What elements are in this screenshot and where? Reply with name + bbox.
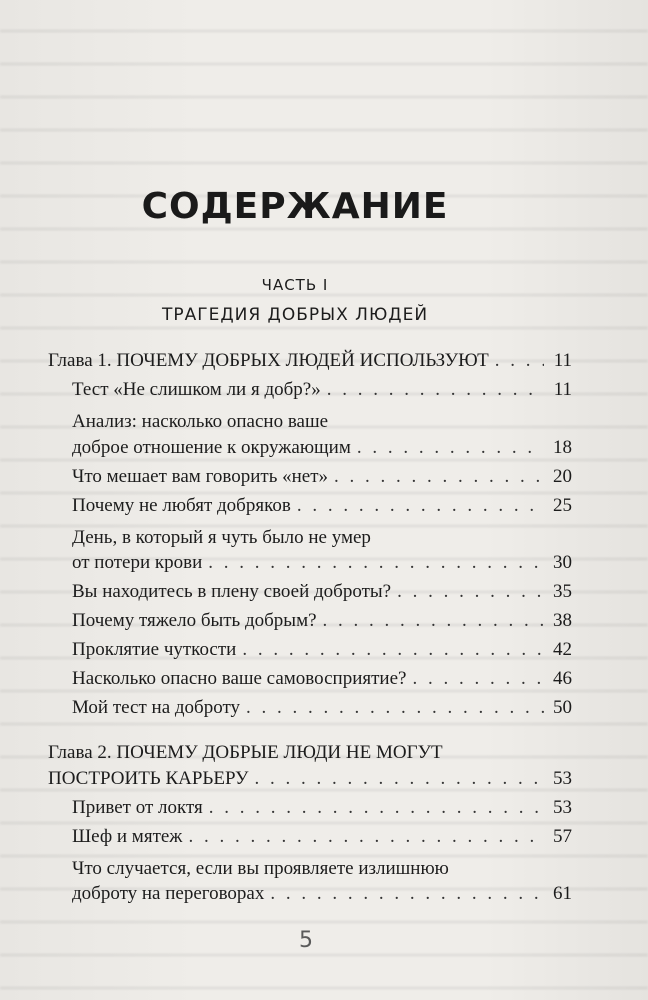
toc-entry-title: доброе отношение к окружающим bbox=[72, 437, 351, 458]
toc-leader-dots bbox=[357, 436, 544, 460]
toc-chapter-line1: Глава 2. ПОЧЕМУ ДОБРЫЕ ЛЮДИ НЕ МОГУТ bbox=[48, 742, 443, 763]
toc-entry bbox=[72, 696, 572, 720]
toc-leader-dots bbox=[208, 551, 544, 575]
toc-leader-dots bbox=[246, 696, 544, 720]
toc-entry bbox=[72, 882, 572, 906]
toc-page-number: 50 bbox=[553, 697, 572, 718]
toc-entry-title: Насколько опасно ваше самовосприятие? bbox=[72, 668, 407, 689]
toc-entry-title: Что мешает вам говорить «нет» bbox=[72, 466, 329, 487]
toc-entry bbox=[72, 825, 572, 849]
toc-entry bbox=[72, 796, 572, 820]
toc-leader-dots bbox=[412, 667, 544, 691]
toc-entry-title: Вы находитесь в плену своей доброты? bbox=[72, 581, 392, 602]
toc-leader-dots bbox=[270, 882, 544, 906]
toc-entry-title: Шеф и мятеж bbox=[72, 826, 183, 847]
toc-entry bbox=[72, 465, 572, 489]
contents-heading: СОДЕРЖАНИЕ bbox=[141, 186, 449, 227]
toc-leader-dots bbox=[334, 465, 544, 489]
toc-page-number: 38 bbox=[553, 610, 572, 631]
toc-entry-title: доброту на переговорах bbox=[72, 883, 265, 904]
toc-entry-title: Глава 1. ПОЧЕМУ ДОБРЫХ ЛЮДЕЙ ИСПОЛЬЗУЮТ bbox=[48, 350, 489, 371]
toc-leader-dots bbox=[323, 609, 544, 633]
toc-entry-title: от потери крови bbox=[72, 552, 203, 573]
toc-entry bbox=[72, 580, 572, 604]
toc-entry bbox=[72, 609, 572, 633]
part-label: ЧАСТЬ I bbox=[261, 276, 329, 294]
toc-entry-line1: Анализ: насколько опасно ваше bbox=[72, 411, 329, 432]
toc-chapter bbox=[48, 767, 572, 791]
toc-entry bbox=[72, 638, 572, 662]
toc-page-number: 42 bbox=[553, 639, 572, 660]
toc-page-number: 57 bbox=[553, 826, 572, 847]
toc-entry-title: ПОСТРОИТЬ КАРЬЕРУ bbox=[48, 768, 249, 789]
toc-entry-title: Почему не любят добряков bbox=[72, 495, 291, 516]
toc-entry-line1: Что случается, если вы проявляете излишнюю bbox=[72, 858, 449, 879]
toc-entry bbox=[72, 667, 572, 691]
toc-page-number: 53 bbox=[553, 768, 572, 789]
part-title: ТРАГЕДИЯ ДОБРЫХ ЛЮДЕЙ bbox=[161, 305, 429, 325]
toc-page-number: 46 bbox=[553, 668, 572, 689]
toc-entry-title: Мой тест на доброту bbox=[72, 697, 241, 718]
toc-page-number: 18 bbox=[553, 437, 572, 458]
toc-leader-dots bbox=[188, 825, 544, 849]
toc-entry-title: Проклятие чуткости bbox=[72, 639, 237, 660]
toc-chapter bbox=[48, 349, 572, 373]
toc-entry-title: Привет от локтя bbox=[72, 797, 203, 818]
toc-page-number: 11 bbox=[553, 379, 572, 400]
toc-entry-title: Почему тяжело быть добрым? bbox=[72, 610, 317, 631]
toc-leader-dots bbox=[297, 494, 544, 518]
toc-page-number: 11 bbox=[553, 350, 572, 371]
toc-entry bbox=[72, 436, 572, 460]
toc-page-number: 53 bbox=[553, 797, 572, 818]
toc-leader-dots bbox=[327, 378, 544, 402]
toc-leader-dots bbox=[209, 796, 544, 820]
toc-leader-dots bbox=[495, 349, 544, 373]
toc-entry-title: Тест «Не слишком ли я добр?» bbox=[72, 379, 321, 400]
toc-entry bbox=[72, 551, 572, 575]
toc-leader-dots bbox=[254, 767, 544, 791]
toc-leader-dots bbox=[242, 638, 544, 662]
page-number: 5 bbox=[299, 928, 313, 953]
toc-entry bbox=[72, 378, 572, 402]
toc-entry-line1: День, в который я чуть было не умер bbox=[72, 527, 371, 548]
toc-page-number: 30 bbox=[553, 552, 572, 573]
toc-page-number: 25 bbox=[553, 495, 572, 516]
toc-leader-dots bbox=[397, 580, 544, 604]
toc-page-number: 61 bbox=[553, 883, 572, 904]
toc-page-number: 35 bbox=[553, 581, 572, 602]
toc-entry bbox=[72, 494, 572, 518]
toc-page-number: 20 bbox=[553, 466, 572, 487]
